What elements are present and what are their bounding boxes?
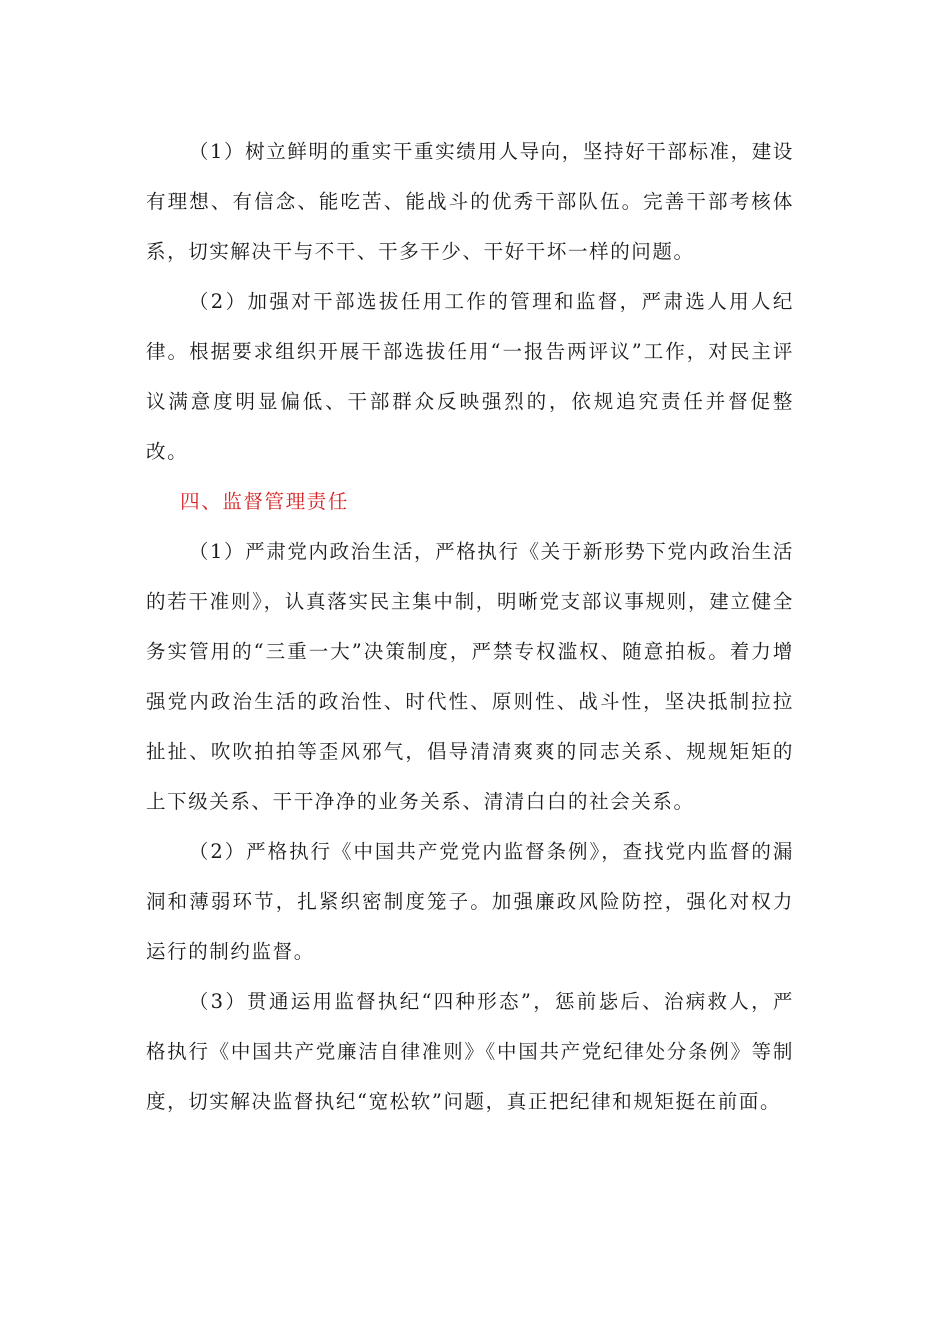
paragraph-cadre-orientation: （1）树立鲜明的重实干重实绩用人导向，坚持好干部标准，建设有理想、有信念、能吃苦、能战斗的优秀干部队伍。完善干部考核体系，切实解决干与不干、干多干少、干好干坏一样的问题。	[146, 140, 794, 263]
paragraph-intra-party-supervision: （2）严格执行《中国共产党党内监督条例》，查找党内监督的漏洞和薄弱环节，扎紧织密制度笼子。加强廉政风险防控，强化对权力运行的制约监督。	[146, 840, 794, 963]
section-heading-supervision-responsibility: 四、监督管理责任	[180, 490, 349, 513]
document-body	[146, 127, 794, 1127]
paragraph-political-life: （1）严肃党内政治生活，严格执行《关于新形势下党内政治生活的若干准则》，认真落实民主集中制，明晰党支部议事规则，建立健全务实管用的“三重一大”决策制度，严禁专权滥权、随意拍板。着力增强党内政治生活的政治性、时代性、原则性、战斗性，坚决抵制拉拉扯扯、吹吹拍拍等歪风邪气，倡导清清爽爽的同志关系、规规矩矩的上下级关系、干干净净的业务关系、清清白白的社会关系。	[146, 540, 794, 813]
paragraph-cadre-supervision: （2）加强对干部选拔任用工作的管理和监督，严肃选人用人纪律。根据要求组织开展干部选拔任用“一报告两评议”工作，对民主评议满意度明显偏低、干部群众反映强烈的，依规追究责任并督促整改。	[146, 290, 794, 463]
paragraph-four-forms: （3）贯通运用监督执纪“四种形态”，惩前毖后、治病救人，严格执行《中国共产党廉洁自律准则》《中国共产党纪律处分条例》等制度，切实解决监督执纪“宽松软”问题，真正把纪律和规矩挺在前面。	[146, 990, 794, 1113]
